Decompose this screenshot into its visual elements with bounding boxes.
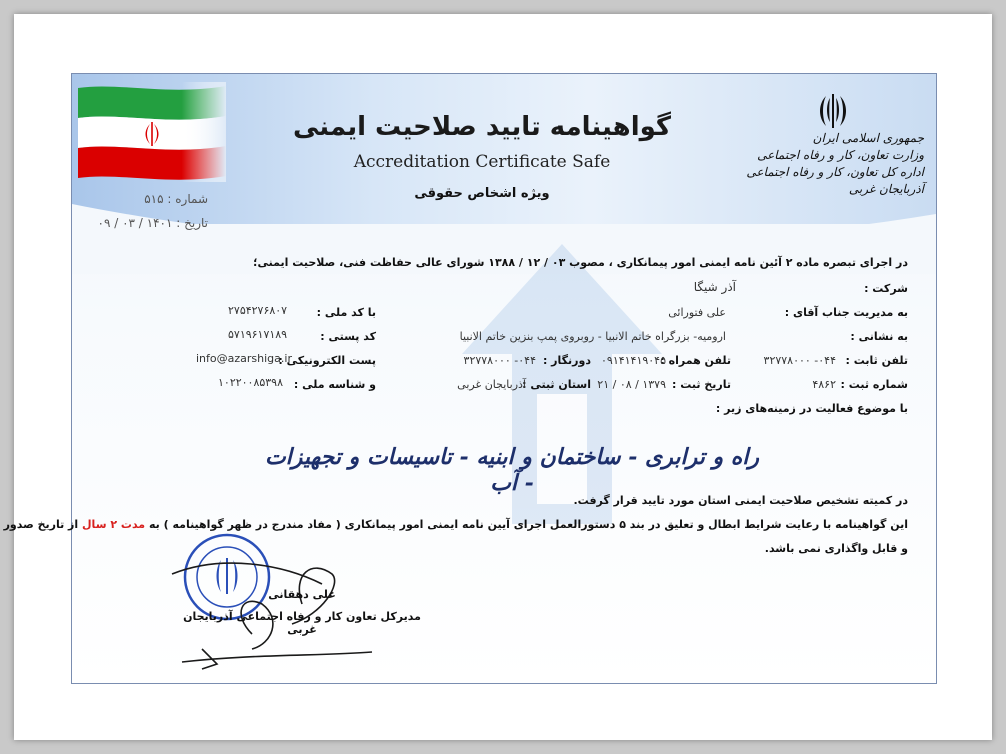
landline-label: تلفن ثابت :	[845, 354, 908, 367]
validity-duration: مدت ۲ سال	[82, 518, 146, 531]
mobile-label: تلفن همراه :	[660, 354, 731, 367]
approval-text: در کمیته تشخیص صلاحیت ایمنی استان مورد تایید قرار گرفت.	[573, 494, 908, 507]
landline-value: ۰۴۴- ۳۲۷۷۸۰۰۰	[763, 354, 836, 367]
validity-text: این گواهینامه با رعایت شرایط ابطال و تعلیق در بند ۵ دستورالعمل اجرای آیین نامه ایمنی امور پیمانکاری ( مفاد مندرج در ظهر گواهینامه ) به مدت ۲ سال از تاریخ صدور	[3, 518, 908, 531]
reg-number-value: ۴۸۶۲	[812, 378, 836, 391]
email-label: پست الکترونیکی :	[278, 354, 376, 367]
intro-text: در اجرای تبصره ماده ۲ آئین نامه ایمنی امور پیمانکاری ، مصوب ۰۳ / ۱۲ / ۱۳۸۸ شورای عالی حفاظت فنی، صلاحیت ایمنی؛	[253, 256, 908, 269]
ministry-header	[724, 130, 924, 198]
reg-province-label: استان ثبتی :	[522, 378, 591, 391]
national-id-label: و شناسه ملی :	[293, 378, 376, 391]
manager-label: به مدیریت جناب آقای :	[784, 306, 908, 319]
certificate-date	[82, 216, 208, 230]
national-code-value: ۲۷۵۴۲۷۶۸۰۷	[228, 304, 288, 317]
iran-emblem-icon	[814, 92, 852, 130]
company-row	[864, 282, 908, 295]
title-persian: گواهینامه تایید صلاحیت ایمنی	[292, 112, 672, 142]
address-value: ارومیه- بزرگراه خاتم الانبیا - روبروی پمپ بنزین خاتم الانبیا	[459, 330, 726, 343]
national-code-label: با کد ملی :	[316, 306, 376, 319]
reg-province-value: آذربایجان غربی	[457, 378, 526, 391]
address-label: به نشانی :	[850, 330, 908, 343]
ministry-line-2: وزارت تعاون، کار و رفاه اجتماعی	[757, 148, 924, 162]
title-english: Accreditation Certificate Safe	[353, 152, 611, 172]
date-value: ۱۴۰۱ / ۰۳ / ۰۹	[97, 216, 173, 230]
company-value: آذر شیگا	[693, 280, 736, 294]
manager-row	[785, 306, 908, 319]
address-row	[850, 330, 908, 343]
postal-code-label: کد پستی :	[320, 330, 376, 343]
postal-code-value: ۵۷۱۹۶۱۷۱۸۹	[228, 328, 288, 341]
reg-date-value: ۱۳۷۹ / ۰۸ / ۲۱	[597, 378, 666, 391]
certificate	[3, 73, 937, 684]
reg-number-label: شماره ثبت :	[840, 378, 908, 391]
mobile-value: ۰۹۱۴۱۴۱۹۰۴۵	[601, 354, 666, 367]
number-label: شماره :	[167, 192, 208, 206]
ministry-line-3: اداره کل تعاون، کار و رفاه اجتماعی آذربایجان غربی	[746, 165, 924, 196]
subtitle: ویژه اشخاص حقوقی	[414, 186, 550, 201]
company-label: شرکت :	[864, 282, 908, 295]
non-transferable-text: و قابل واگذاری نمی باشد.	[764, 542, 908, 555]
national-id-value: ۱۰۲۲۰۰۸۵۳۹۸	[218, 376, 283, 389]
signature-icon	[142, 544, 382, 674]
date-label: تاریخ :	[176, 216, 208, 230]
iran-flag-icon	[78, 82, 226, 182]
signer-title: مدیرکل تعاون کار و رفاه اجتماعی آذربایجان غربی	[183, 610, 421, 636]
reg-date-label: تاریخ ثبت :	[672, 378, 731, 391]
number-value: ۵۱۵	[144, 192, 164, 206]
fax-label: دورنگار :	[542, 354, 591, 367]
fax-value: ۰۴۴- ۳۲۷۷۸۰۰۰	[463, 354, 536, 367]
activity-label: با موضوع فعالیت در زمینه‌های زیر :	[715, 402, 908, 415]
signer-name: علی دهقانی	[268, 588, 336, 601]
email-value[interactable]: info@azarshiga.ir	[196, 352, 292, 365]
certificate-number	[82, 192, 208, 206]
manager-value: علی فتورائی	[668, 306, 726, 319]
ministry-line-1: جمهوری اسلامی ایران	[812, 131, 924, 145]
activity-fields: راه و ترابری - ساختمان و ابنیه - تاسیسات و تجهیزات - آب	[264, 444, 760, 496]
